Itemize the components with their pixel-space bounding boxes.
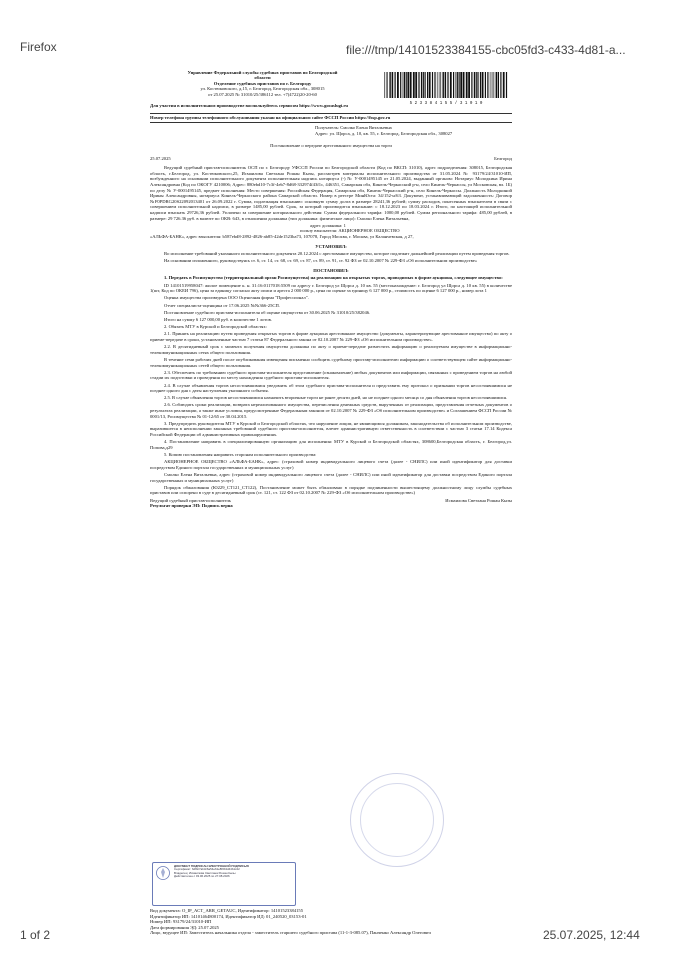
barcode-bar: [432, 72, 433, 98]
barcode-bar: [418, 72, 419, 98]
barcode-bar: [390, 72, 391, 98]
org-header: [150, 70, 375, 97]
sig-certificate: Сертификат: 6df9c7ab3c6a54e61e8f0b3d44b1c22: [174, 867, 240, 872]
barcode-bar: [443, 72, 444, 98]
browser-app-name: Firefox: [20, 40, 57, 54]
footer-line: Идентификатор ИП: 14101464800174, Идентификатор ИД: 01_240520_03153-01: [150, 913, 307, 919]
barcode-bar: [477, 72, 478, 98]
barcode-bar: [386, 72, 387, 98]
barcode-bar: [495, 72, 496, 98]
document-footer: [150, 908, 512, 936]
resolution-item: Порядок обжалования (Ю229_СТ121_СТ122), Постановление может быть обжаловано в порядке подчиненности вышестоящему должностному лицу службы судебных приставов или оспорено в суде в десятидневный срок (ст. 121, ст. 122 ФЗ от 02.10.2007 № 229-ФЗ «Об исполнительном производстве»): [150, 484, 512, 496]
footer-line: Дата формирования ЭД: 25.07.2025: [150, 924, 219, 930]
document-body: [150, 143, 512, 509]
barcode-bar: [487, 72, 488, 98]
resolution-item: 5. Копию постановления направить сторонам исполнительного производства:: [164, 452, 317, 457]
resolution-item: 3. Предупредить руководителя МТУ в Курской и Белгородской областях, что нарушение лицом, не являющимся должником, законодательства об исполнительном производстве, выразившееся в неисполнении законных требований судебного пристава-исполнителя, влечет административную ответственность в соответствии с частью 3 статьи 17.14 Кодекса Российской Федерации об административных правонарушениях.: [150, 420, 512, 438]
addressee-name: Получатель: Смолко Елена Витальевна: [315, 125, 392, 130]
barcode-bar: [460, 72, 462, 98]
resolution-item: 4. Постановление направить в специализированную организацию для исполнения: МТУ в Курской и Белгородской областях, 308600,Белгородская область, г. Белгород,ул. Попова,д29: [150, 439, 512, 450]
barcode-bar: [395, 72, 396, 98]
barcode-bar: [500, 72, 501, 98]
gosuslugi-line: Для участия в исполнительном производстве воспользуйтесь сервисом https://www.gosuslugi.ru: [150, 103, 348, 108]
resolution-item: Постановление судебного пристава-исполнителя об оценке имущества от 30.06.2025 № 31010/25/382046.: [164, 309, 371, 315]
barcode-bar: [492, 72, 493, 98]
barcode-bar: [429, 72, 431, 98]
document-city: Белгород: [494, 155, 512, 161]
barcode-bar: [476, 72, 477, 98]
signer-name: Исмаилова Светлана Рошан Кызы: [445, 497, 512, 503]
print-datetime: 25.07.2025, 12:44: [543, 928, 640, 942]
page-url: file:///tmp/14101523384155-cbc05fd3-c433-4d81-a...: [346, 43, 626, 57]
page-counter: 1 of 2: [20, 928, 51, 942]
resolution-item: Оценка имущества произведена ООО Оценочная фирма "Профессионал".: [164, 295, 309, 301]
sig-validity: Действителен с 03.06.2025 по 27.08.2026: [174, 874, 230, 879]
barcode-bar: [427, 72, 428, 98]
addressee-address: Адрес: ул. Щорса, д. 10, кв. 55, г. Белгород, Белгородская обл., 308027: [315, 130, 453, 136]
barcode-bar: [415, 72, 417, 98]
service-phone: [150, 115, 512, 121]
footer-line: Лицо, ведущее ИП: Заместитель начальника отдела - заместитель старшего судебного пристава (11-1-3-085.07), Панченко Александр Олегович: [150, 930, 431, 936]
barcode-bar: [406, 72, 407, 98]
debtor-address: адрес должника: 1: [310, 222, 346, 228]
barcode-bar: [474, 72, 475, 98]
barcode-bar: [450, 72, 452, 98]
org-line: области: [254, 75, 271, 81]
barcode-bar: [387, 72, 388, 98]
barcode-bar: [425, 72, 426, 98]
signer-title: Ведущий судебный пристав-исполнитель: [150, 497, 232, 503]
resolution-item: 2.6. Соблюдать сроки реализации, возврата нереализованного имущества, перечисления денежных средств, вырученных от реализации, представления отчетных документов о результатах реализации, а также иные условия, предусмотренные Федеральным законом от 02.10.2007 № 229-ФЗ «Об исполнительном производстве» и Соглашением ФССП России № 0001/13, Росимущества № 01-12/65 от 30.04.2015.: [150, 402, 512, 419]
resolution-item: 2.5. В случае объявления торгов несостоявшимися назначить вторичные торги не ранее десяти дней, но не позднее одного месяца со дня объявления торгов несостоявшимися.: [164, 395, 508, 401]
barcode-bar: [397, 72, 399, 98]
ustanovil-text: Во исполнение требований указанного исполнительного документа 20.12.2024 с арестованное имущество, которое подлежит дальнейшей реализации путем проведения торгов.: [164, 251, 510, 257]
barcode-bar: [459, 72, 460, 98]
barcode-bar: [457, 72, 458, 98]
barcode-bar: [493, 72, 494, 98]
org-line: ул. Костюковского, д.15, г. Белгород, Белгородская обл., 308015: [200, 86, 325, 92]
resolution-item: 1. Передать в Росимущество (территориальный орган Росимущества) на реализацию на открытых торгах, проводимых в форме аукциона, следующее имущество:: [164, 275, 503, 281]
postanovil-heading: ПОСТАНОВИЛ:: [313, 267, 349, 273]
document-barcode: [382, 70, 510, 106]
document-title: Постановление о передаче арестованного имущества на торги: [270, 143, 392, 148]
barcode-bar: [466, 72, 468, 98]
resolution-item: 2.2. В десятидневный срок с момента получения имущества должника по акту о приеме-передаче разместить информацию о реализуемом имуществе в информационно-телекоммуникационных сетях общего пользования.: [150, 344, 512, 355]
barcode-bar: [413, 72, 415, 98]
barcode-bar: [434, 72, 435, 98]
barcode-bar: [490, 72, 491, 98]
emblem-icon: [155, 865, 171, 881]
ustanovil-basis: На основании изложенного, руководствуясь ст. 6, ст. 14, ст. 68, ст. 69, ст. 87, ст. 89, ст. 91, ст. 92 ФЗ от 02.10.2007 № 229-ФЗ «Об исполнительном производстве»: [164, 258, 478, 264]
barcode-bar: [447, 72, 448, 98]
barcode-bar: [496, 72, 497, 98]
barcode-bar: [453, 72, 454, 98]
barcode-bar: [404, 72, 405, 98]
barcode-bar: [485, 72, 486, 98]
barcode-bar: [440, 72, 441, 98]
barcode-bar: [480, 72, 481, 98]
creditor-paragraph: «АЛЬФА-БАНК», адрес взыскателя: b587ebd8-2892-4826-ab85-42de1523ba73, 107078, Город Москва, г. Москва, ул Каланчевская, д 27,: [150, 233, 414, 239]
barcode-bar: [421, 72, 422, 98]
barcode-bar: [400, 72, 401, 98]
barcode-bar: [482, 72, 484, 98]
service-lines: [150, 103, 512, 112]
barcode-bar: [389, 72, 390, 98]
barcode-digits: 5 2 3 3 8 4 1 5 5 / 3 1 0 1 0: [409, 102, 483, 106]
barcode-bar: [437, 72, 438, 98]
barcode-bar: [407, 72, 409, 98]
resolution-item: В течение семи рабочих дней после опубликования извещения письменно сообщить судебному приставу-исполнителю информацию о соответствующем сайте информационно-телекоммуникационных сетей общего пользования.: [150, 356, 512, 368]
barcode-bar: [506, 72, 507, 98]
org-line: от 25.07.2025 № 31010/25/386112 тел. +7(4722)20-20-60: [208, 91, 317, 97]
fssp-phone-line: Номер телефона группы телефонного обслуживания указан на официальном сайте ФССП России https://fssp.gov.ru: [150, 115, 391, 120]
resolution-item: Итого на сумму 6 127 000,00 руб. в количестве 1 лотов.: [164, 317, 272, 322]
sig-owner: Владелец: Исмаилова Светлана Рошан Кызы: [174, 870, 236, 875]
resolution-item: АКЦИОНЕРНОЕ ОБЩЕСТВО «АЛЬФА-БАНК», адрес: (страховой номер индивидуального лицевого счета (далее - СНИЛС) или иной идентификатор для доставки посредством Единого портала государственных и муниципальных услуг): [150, 459, 512, 470]
barcode-bar: [384, 72, 385, 98]
org-line: Управление Федеральной службы судебных приставов по Белгородской: [187, 70, 338, 75]
barcode-bar: [456, 72, 457, 98]
resolution-item: Отчет специалиста-оценщика от 17.06.2025 №№366-25СП.: [164, 302, 280, 308]
org-line: Отделение судебных приставов по г. Белгороду: [213, 80, 312, 86]
creditor-label: пользу взыскателя: АКЦИОНЕРНОЕ ОБЩЕСТВО: [300, 228, 400, 234]
footer-line: Вид документа: О_IP_ACT_ARR_GETAUC, Идентификатор: 14101523384155: [150, 908, 304, 913]
resolution-items: [150, 275, 512, 495]
signature-check: Результат проверки ЭП: Подпись верна: [150, 503, 233, 509]
barcode-bar: [463, 72, 465, 98]
barcode-bar: [498, 72, 499, 98]
divider: [150, 113, 512, 114]
divider: [150, 122, 512, 123]
date-line: [150, 156, 512, 162]
resolution-item: 2.3. Обеспечить по требованию судебного пристава-исполнителя представление (ознакомление) любых документов или информации, связанных с проведением торгов на любой стадии их подготовки и проведения по месту нахождения судебного пристава-исполнителя.: [150, 369, 512, 381]
barcode-bar: [445, 72, 446, 98]
barcode-bar: [442, 72, 443, 98]
barcode-bar: [410, 72, 412, 98]
resolution-item: 2.4. В случае объявления торгов несостоявшимися уведомить об этом судебного пристава-исполнителя и представить ему протокол о признании торгов несостоявшимися не позднее одного дня с даты наступления указанного события.: [150, 382, 512, 394]
resolution-item: ID 14101519958047: жилое помещение к. н. 31:16:0117018:5509 по адресу г. Белгород ул Щорса д. 10 кв. 55 (местонахождение: г. Белгород ул Щорса д. 10 кв. 55) в количестве 1(шт, Код по ОКЕИ 796), цена за единицу согласно акту описи и ареста 2 000 000 р., цена по оценке за единицу 6 127 000 р., стоимость по оценке 6 127 000 р., номер лота 1: [150, 282, 512, 294]
resolution-item: Смолко Елена Витальевна, адрес (страховой номер индивидуального лицевого счета (далее - СНИЛС) или иной идентификатор для доставки посредством Единого портала государственных и муниципальных услуг): [150, 471, 512, 483]
resolution-item: 2.1. Принять на реализацию путем проведения открытых торгов в форме аукциона арестованное имущество (документы, характеризующие арестованное имущество) по акту о приеме-передаче в сроки, установленные частью 7 статьи 87 Федерального закона от 02.10.2007 № 229-ФЗ «Об исполнительном производстве».: [150, 331, 512, 342]
electronic-signature-block: [152, 862, 296, 906]
intro-paragraph: Ведущий судебный пристав-исполнитель ОСП по г. Белгороду УФССП России по Белгородской области (Код по ВКСП: 31010), адрес подразделения: 308015, Белгородская область, г.Белгород, ул. Костюковского,25, Исмаилова Светлана Рошан Кызы, рассмотрев материалы исполнительного производства от 31.05.2024 № 93179/24/31010-ИП, возбужденного на основании исполнительного документа исполнительная надпись нотариуса (-) № У-0001495145 от 21.05.2024, выданный органом: Нотариус Молодкина Ирина Александровна (Код по ОКОГУ 4210006; Адрес: 880ebd10-7c3f-4eb7-8d68-332974f43f1c, 446351, Самарская обл, Кинель-Черкасский р-н, село Кинель-Черкассы, ул Московская, вл. 1Б) по делу № У-0001495145, предмет исполнения: Место совершения: Российская Федерация, Самарская обл, Кинель-Черкасский р-н, село Кинель-Черкассы. Должность Молодкиной Ирины Александровны, нотариуса Кинель-Черкасского района Самарской области. Номер в реестре МинЮста: 34/152-н/63. Документ, устанавливающий задолженность: Договор №F0PDRG20S22092013401 от 26.09.2022 г. Сумма, подлежащая взысканию: основную сумму долга в размере 28241,36 рублей; сумму расходов, понесенных взыскателем в связи с совершением исполнительной надписи, в размере 1485,00 рублей. Срок, за который производится взыскание: с 18.12.2023 по 18.03.2024 г. Итого, по настоящей исполнительной надписи взыскать 29726,36 рублей. Уплачено за совершение нотариального действия: Сумма федерального тарифа: 1000,00 рублей. Сумма регионального тарифа: 485,00 рублей, в размере: 29 726.36 руб. в валюте по ОКВ: 643, в отношении должника (тип должника: физическое лицо): Смолко Елена Витальевна,: [150, 165, 512, 221]
barcode-bar: [439, 72, 440, 98]
barcode-bar: [403, 72, 404, 98]
document-date: 25.07.2025: [150, 155, 171, 161]
footer-line: Номер ИП: 93179/24/31010-ИП: [150, 919, 212, 925]
barcode-bar: [468, 72, 470, 98]
barcode-bar: [392, 72, 393, 98]
barcode-bar: [503, 72, 505, 98]
addressee-block: [315, 125, 510, 136]
official-seal-inner: [360, 783, 434, 857]
barcode-bar: [423, 72, 424, 98]
resolution-item: 2. Обязать МТУ в Курской и Белгородской областях:: [164, 324, 267, 330]
barcode-bar: [471, 72, 472, 98]
ustanovil-heading: УСТАНОВИЛ:: [315, 243, 347, 249]
sig-heading: ДОКУМЕНТ ПОДПИСАН ЭЛЕКТРОННОЙ ПОДПИСЬЮ: [174, 864, 250, 868]
